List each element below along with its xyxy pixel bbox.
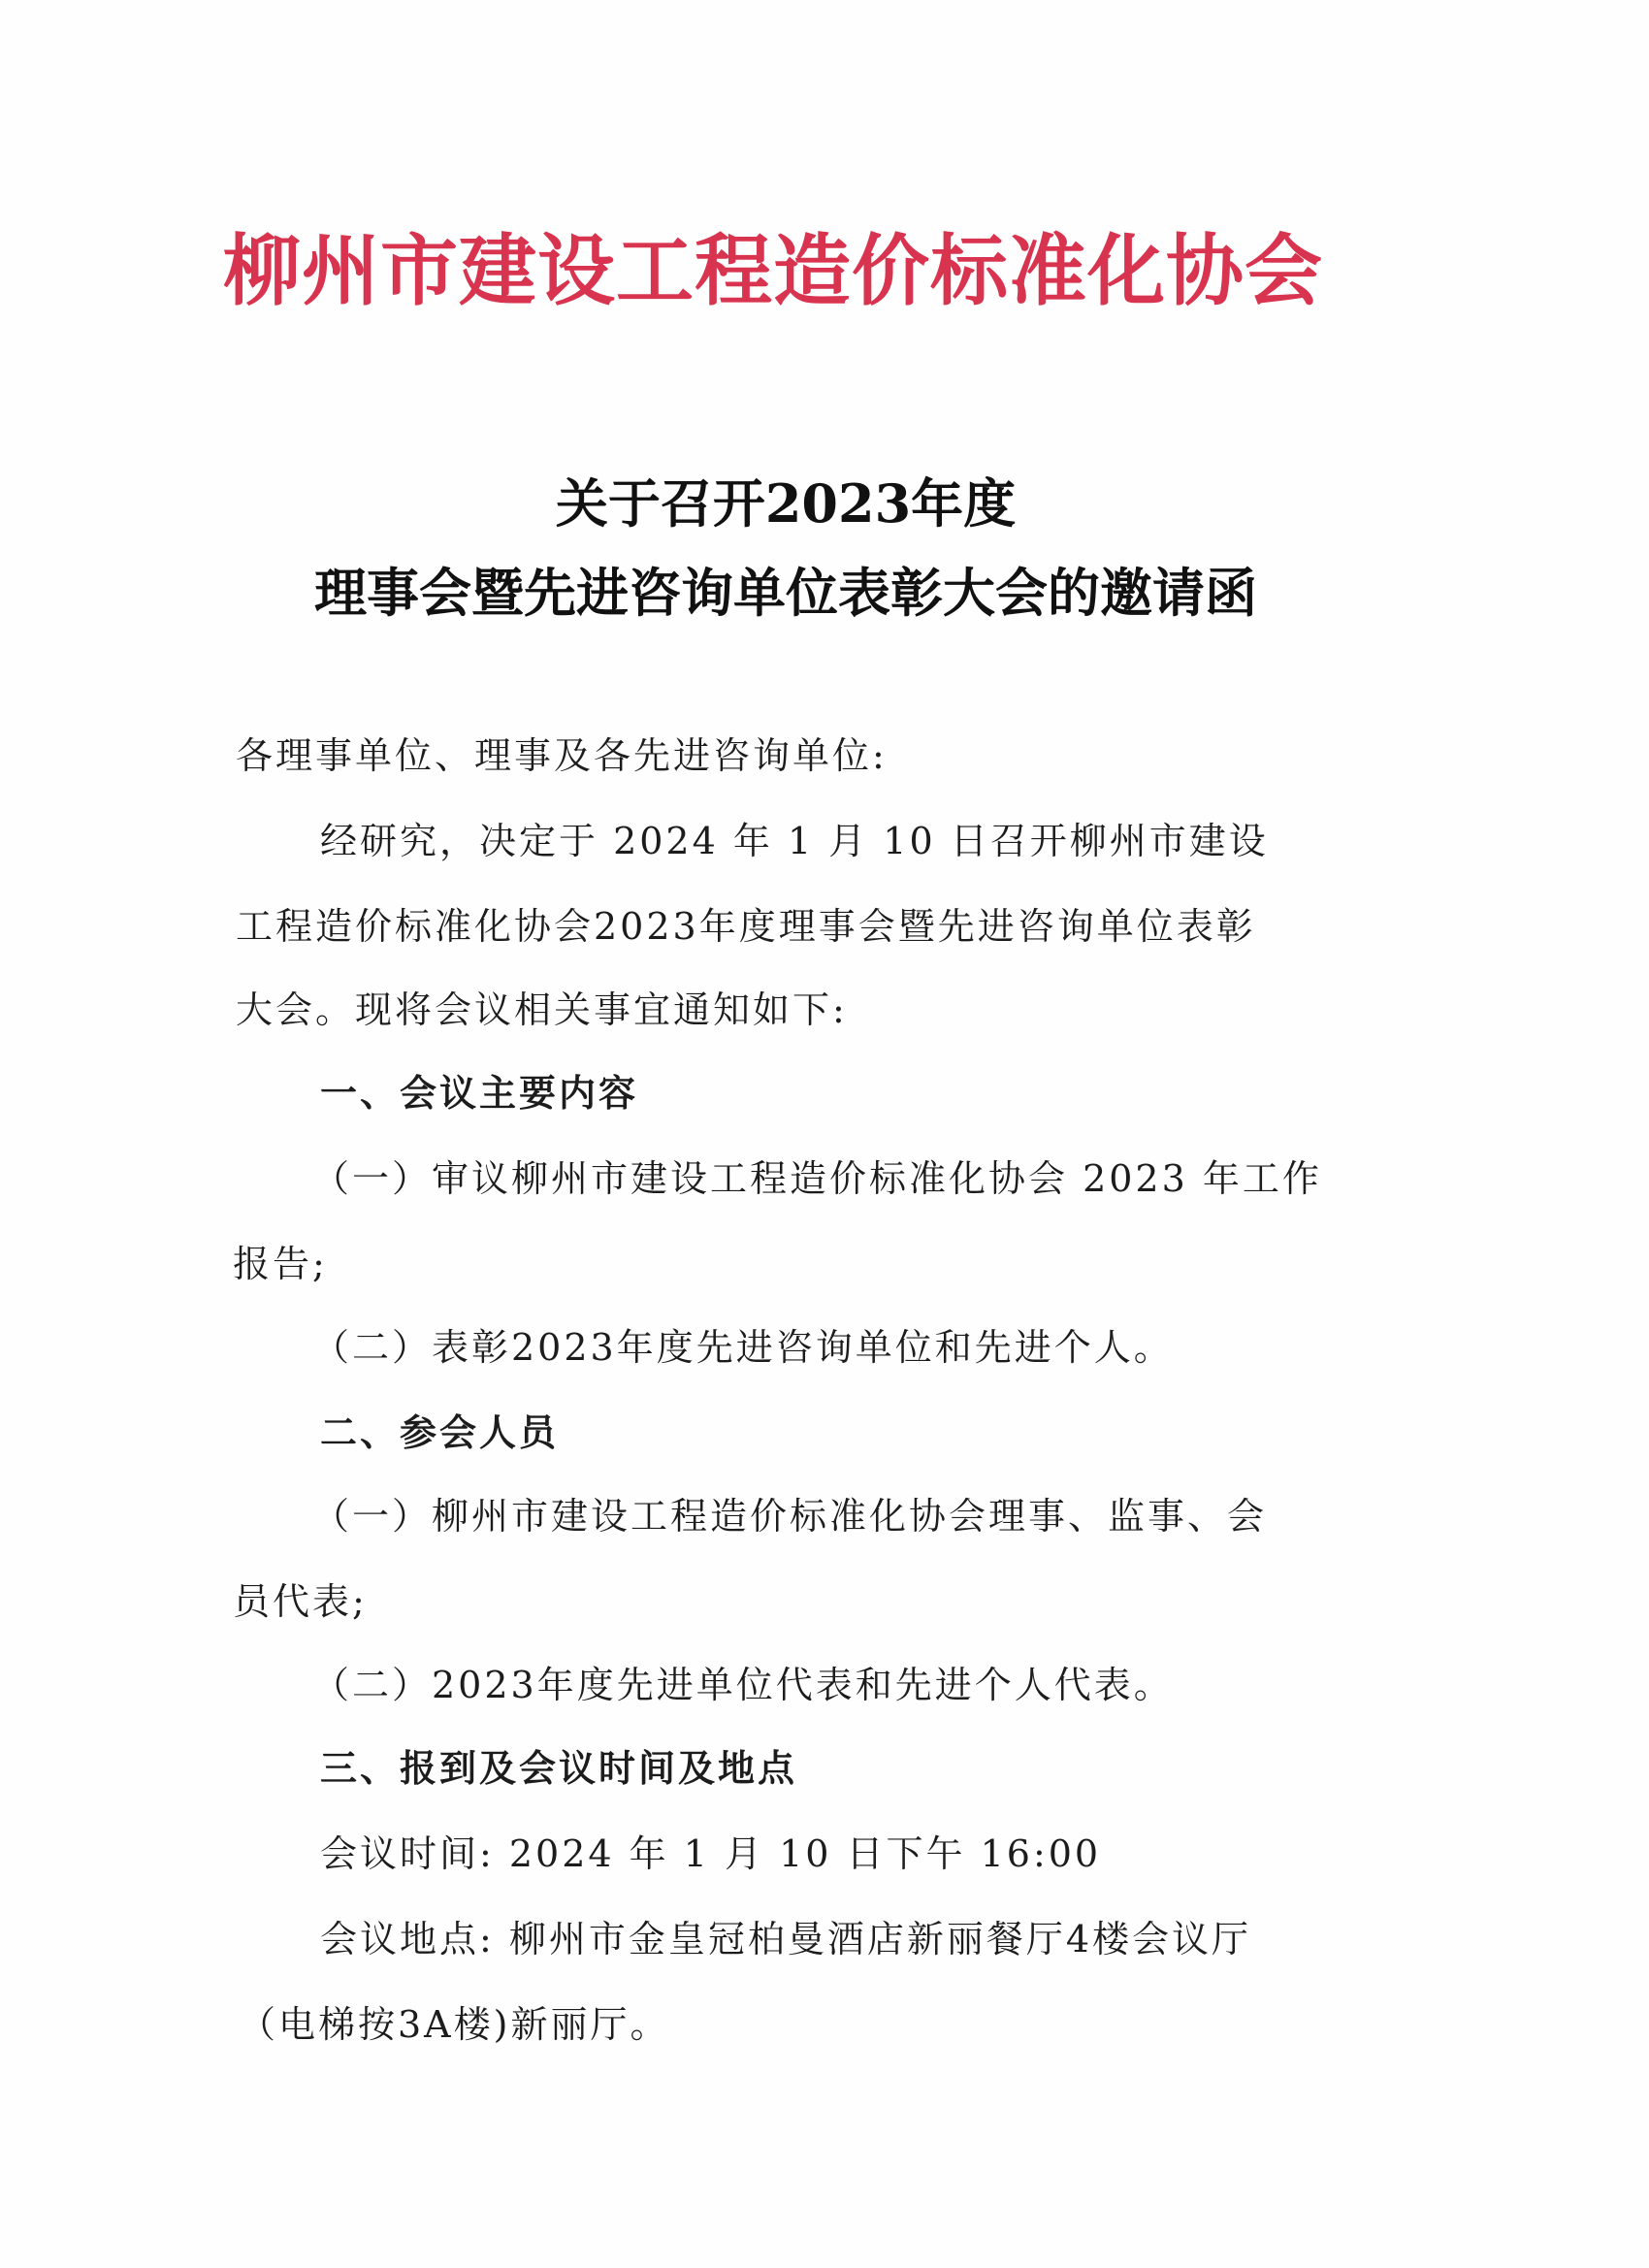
meeting-time: 会议时间: 2024 年 1 月 10 日下午 16:00 [320,1832,1102,1875]
intro-paragraph-line-2: 工程造价标准化协会2023年度理事会暨先进咨询单位表彰 [236,905,1256,948]
intro-paragraph-line-1: 经研究，决定于 2024 年 1 月 10 日召开柳州市建设 [320,820,1269,862]
section-2-item-1-line-2: 员代表; [233,1580,368,1623]
intro-paragraph-line-3: 大会。现将会议相关事宜通知如下: [236,988,848,1031]
organization-title: 柳州市建设工程造价标准化协会 [223,226,1323,316]
meeting-place-line-2: （电梯按3A楼)新丽厅。 [239,2003,670,2046]
meeting-place-line-1: 会议地点: 柳州市金皇冠柏曼酒店新丽餐厅4楼会议厅 [320,1918,1252,1960]
section-2-item-2: （二）2023年度先进单位代表和先进个人代表。 [312,1664,1174,1706]
section-1-heading: 一、会议主要内容 [320,1071,639,1115]
document-title-line-1: 关于召开2023年度 [555,472,1017,535]
salutation: 各理事单位、理事及各先进咨询单位: [236,734,888,777]
section-1-item-1-line-1: （一）审议柳州市建设工程造价标准化协会 2023 年工作 [312,1157,1322,1200]
document-title-line-2: 理事会暨先进咨询单位表彰大会的邀请函 [314,562,1257,624]
section-3-heading: 三、报到及会议时间及地点 [320,1746,798,1790]
section-2-item-1-line-1: （一）柳州市建设工程造价标准化协会理事、监事、会 [312,1495,1268,1538]
section-1-item-2: （二）表彰2023年度先进咨询单位和先进个人。 [312,1326,1174,1369]
section-2-heading: 二、参会人员 [320,1410,560,1454]
section-1-item-1-line-2: 报告; [233,1243,328,1285]
